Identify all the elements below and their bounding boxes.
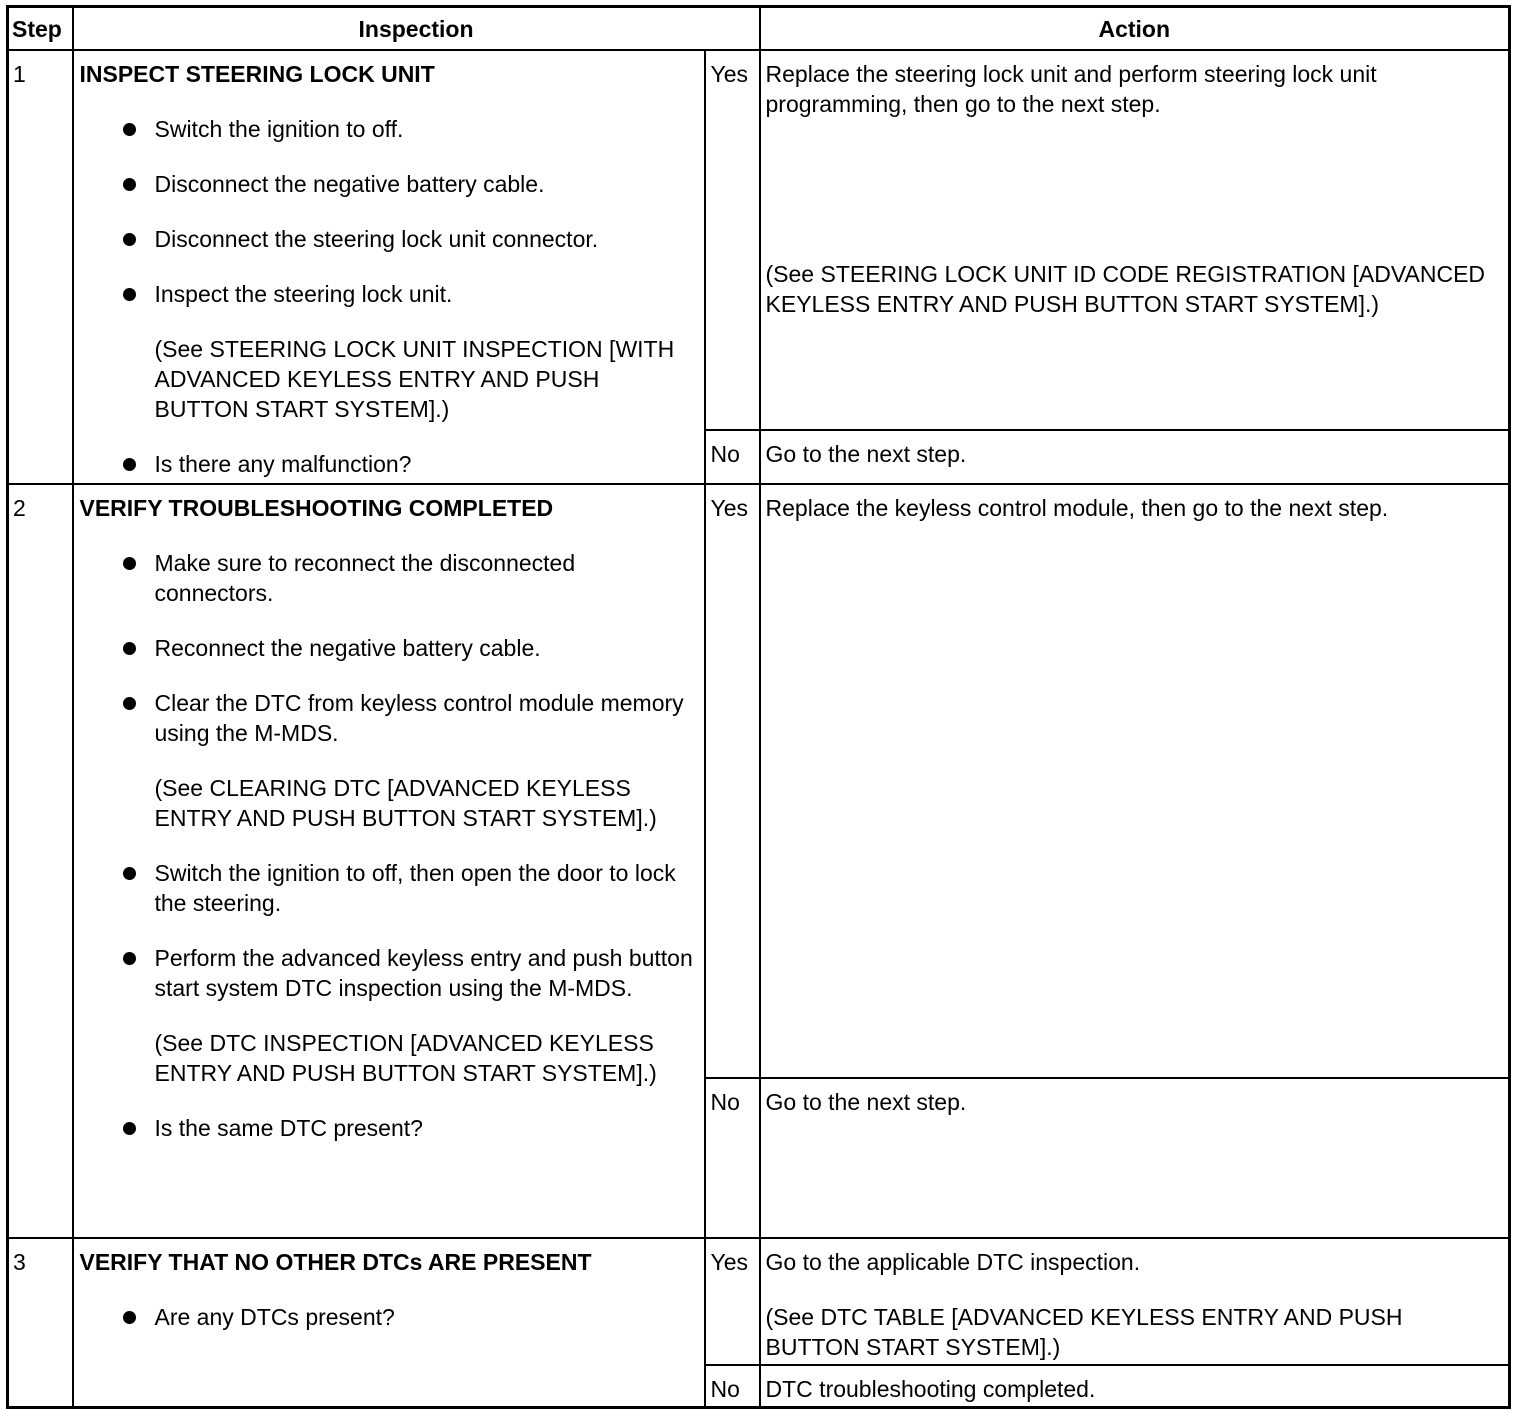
step-2-checklist [80, 548, 696, 748]
step-1-title: INSPECT STEERING LOCK UNIT [79, 61, 435, 87]
step-1-no-label: No [705, 430, 760, 484]
step-3-no-label: No [705, 1365, 760, 1408]
step-2-yes-row [8, 484, 1510, 1078]
bullet-icon [123, 233, 136, 246]
list-item: Make sure to reconnect the disconnected connectors. [80, 548, 696, 608]
list-item: Clear the DTC from keyless control module memory using the M-MDS. [80, 688, 696, 748]
step-2-question: Is the same DTC present? [80, 1113, 696, 1143]
step-1-yes-action: Replace the steering lock unit and perform steering lock unit programming, then go to the next step. (See STEERING LOCK UNIT ID CODE REGISTRATION [ADVANCED KEYLESS ENTRY AND PUSH BUTTON START SYSTEM].) [760, 50, 1510, 430]
bullet-icon [123, 557, 136, 570]
step-2-yes-label: Yes [705, 484, 760, 1078]
list-item: Switch the ignition to off, then open the door to lock the steering. [80, 858, 696, 918]
bullet-icon [123, 458, 136, 471]
step-1-question: Is there any malfunction? [80, 449, 696, 479]
bullet-icon [123, 123, 136, 136]
bullet-icon [123, 1122, 136, 1135]
step-1-number: 1 [8, 50, 73, 484]
bullet-icon [123, 697, 136, 710]
bullet-icon [123, 178, 136, 191]
step-3-number: 3 [8, 1238, 73, 1408]
step-2-number: 2 [8, 484, 73, 1238]
step-1-yes-row [8, 50, 1510, 430]
step-3-no-action: DTC troubleshooting completed. [760, 1365, 1510, 1408]
list-item: Disconnect the steering lock unit connector. [80, 224, 696, 254]
step-1-yes-reference: (See STEERING LOCK UNIT ID CODE REGISTRATION [ADVANCED KEYLESS ENTRY AND PUSH BUTTON START SYSTEM].) [765, 261, 1486, 317]
step-3-yes-reference: (See DTC TABLE [ADVANCED KEYLESS ENTRY AND PUSH BUTTON START SYSTEM].) [765, 1304, 1403, 1360]
step-2-reference-clearing: (See CLEARING DTC [ADVANCED KEYLESS ENTRY AND PUSH BUTTON START SYSTEM].) [154, 775, 657, 831]
diagnostic-table [6, 5, 1511, 1409]
inspection-column-header: Inspection [73, 7, 760, 51]
bullet-icon [123, 1311, 136, 1324]
bullet-icon [123, 288, 136, 301]
step-3-title: VERIFY THAT NO OTHER DTCs ARE PRESENT [79, 1249, 592, 1275]
document-page [6, 5, 1511, 1409]
header-row [8, 7, 1510, 51]
bullet-icon [123, 867, 136, 880]
step-1-no-action: Go to the next step. [760, 430, 1510, 484]
step-3-yes-action: Go to the applicable DTC inspection. (See DTC TABLE [ADVANCED KEYLESS ENTRY AND PUSH BUTTON START SYSTEM].) [760, 1238, 1510, 1365]
action-column-header: Action [760, 7, 1510, 51]
step-2-title: VERIFY TROUBLESHOOTING COMPLETED [79, 495, 554, 521]
step-3-yes-label: Yes [705, 1238, 760, 1365]
list-item: Perform the advanced keyless entry and push button start system DTC inspection using the M-MDS. [80, 943, 696, 1003]
step-1-checklist [80, 114, 696, 309]
step-1-reference: (See STEERING LOCK UNIT INSPECTION [WITH ADVANCED KEYLESS ENTRY AND PUSH BUTTON START SYSTEM].) [154, 336, 675, 422]
bullet-icon [123, 642, 136, 655]
step-3-question: Are any DTCs present? [80, 1302, 696, 1332]
list-item: Disconnect the negative battery cable. [80, 169, 696, 199]
bullet-icon [123, 952, 136, 965]
step-2-no-label: No [705, 1078, 760, 1238]
step-1-inspection [73, 50, 705, 484]
step-2-no-action: Go to the next step. [760, 1078, 1510, 1238]
list-item: Reconnect the negative battery cable. [80, 633, 696, 663]
list-item: Inspect the steering lock unit. [80, 279, 696, 309]
step-2-inspection [73, 484, 705, 1238]
step-3-inspection [73, 1238, 705, 1408]
step-3-yes-row [8, 1238, 1510, 1365]
list-item: Switch the ignition to off. [80, 114, 696, 144]
step-2-reference-inspection: (See DTC INSPECTION [ADVANCED KEYLESS ENTRY AND PUSH BUTTON START SYSTEM].) [154, 1030, 657, 1086]
step-1-yes-label: Yes [705, 50, 760, 430]
step-column-header: Step [8, 7, 73, 51]
step-2-yes-action: Replace the keyless control module, then go to the next step. [760, 484, 1510, 1078]
